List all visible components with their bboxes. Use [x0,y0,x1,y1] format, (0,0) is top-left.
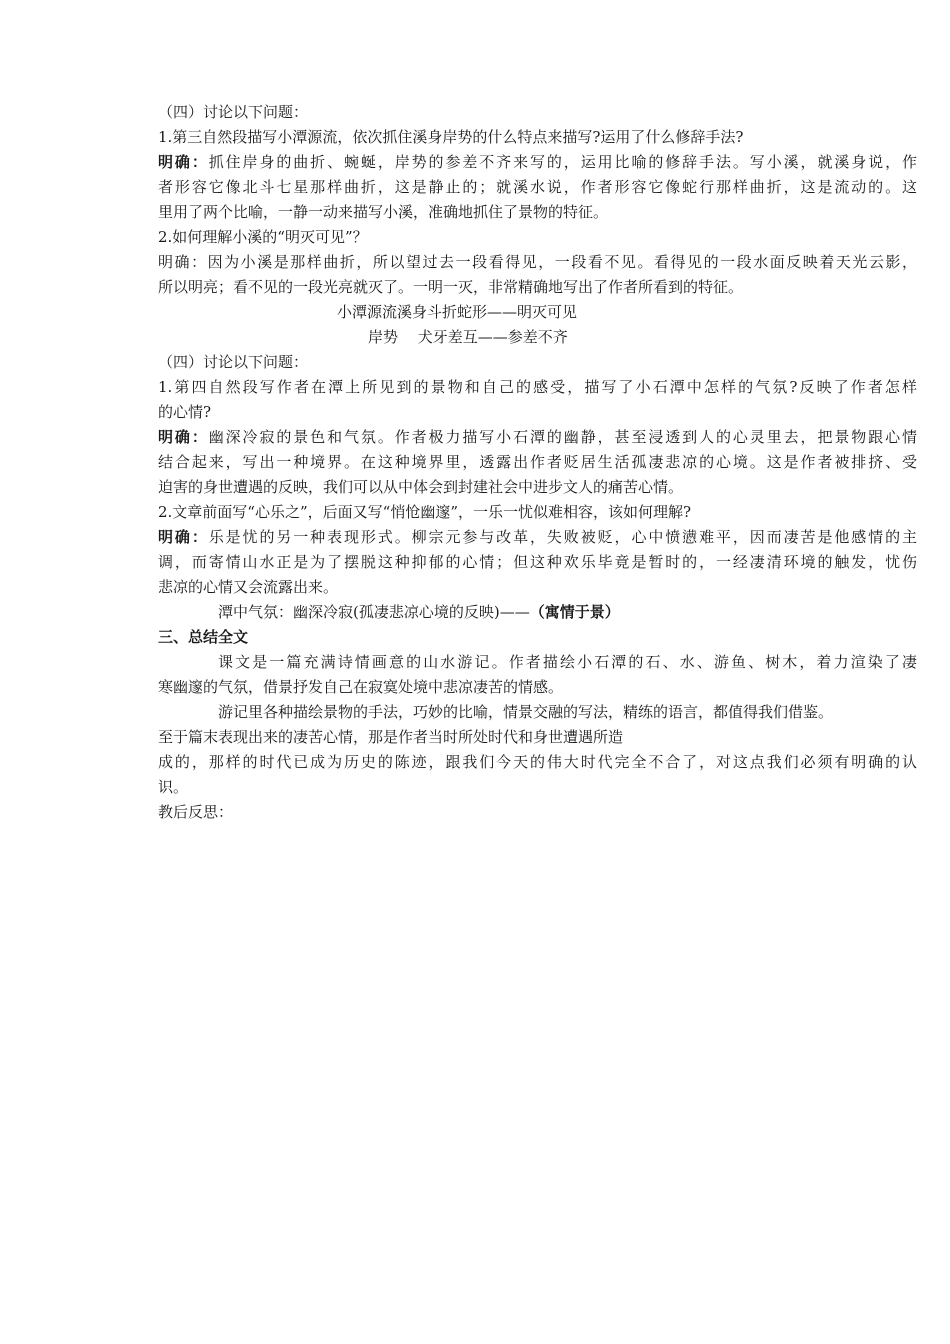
answer-1-line-3: 里用了两个比喻，一静一动来描写小溪，准确地抓住了景物的特征。 [158,203,609,221]
conclusion-line-4: 至于篇末表现出来的凄苦心情，那是作者当时所处时代和身世遭遇所造 [158,728,624,746]
question-3-line-2: 的心情? [158,403,212,421]
answer-3-line-1 [158,427,917,447]
summary-line-1: 小潭源流溪身斗折蛇形——明灭可见 [337,303,578,321]
section-heading-3: 三、总结全文 [158,628,249,646]
question-2: 2.如何理解小溪的“明灭可见”？ [158,228,368,246]
question-1: 1.第三自然段描写小潭源流，依次抓住溪身岸势的什么特点来描写?运用了什么修辞手法? [158,128,744,146]
question-4: 2.文章前面写“心乐之”，后面又写“悄怆幽邃”，一乐一忧似难相容，该如何理解? [158,503,692,521]
answer-3-line-3: 迫害的身世遭遇的反映，我们可以从中体会到封建社会中进步文人的痛苦心情。 [158,478,684,496]
answer-1-line-1 [158,152,917,172]
summary-line-2: 岸势 犬牙差互——参差不齐 [368,328,568,346]
conclusion-line-6: 识。 [158,778,189,796]
answer-label: 明确： [158,153,209,171]
conclusion-line-1: 课文是一篇充满诗情画意的山水游记。作者描绘小石潭的石、水、游鱼、树木，着力渲染了凄 [218,653,917,671]
answer-text: 幽深冷寂的景色和气氛。作者极力描写小石潭的幽静，甚至浸透到人的心灵里去，把景物跟心情 [208,428,917,446]
section-heading-2: （四）讨论以下问题： [158,353,309,371]
answer-3-line-2: 结合起来，写出一种境界。在这种境界里，透露出作者贬居生活孤凄悲凉的心境。这是作者被排挤、受 [158,453,917,471]
conclusion-line-5: 成的，那样的时代已成为历史的陈迹，跟我们今天的伟大时代完全不合了，对这点我们必须有明确的认 [158,753,917,771]
answer-2-line-1: 明确：因为小溪是那样曲折，所以望过去一段看得见，一段看不见。看得见的一段水面反映着天光云影， [158,253,917,271]
summary-line-3 [218,602,620,622]
reflection-heading: 教后反思： [158,803,234,821]
answer-4-line-3: 悲凉的心情又会流露出来。 [158,578,339,596]
answer-text: 乐是忧的另一种表现形式。柳宗元参与改革，失败被贬，心中愤懑难平，因而凄苦是他感情的主 [208,528,917,546]
answer-4-line-2: 调，而寄情山水正是为了摆脱这种抑郁的心情；但这种欢乐毕竟是暂时的，一经凄清环境的触发，忧伤 [158,553,917,571]
summary-text: 潭中气氛：幽深冷寂(孤凄悲凉心境的反映)—— [218,603,530,621]
question-3-line-1: 1.第四自然段写作者在潭上所见到的景物和自己的感受，描写了小石潭中怎样的气氛?反映了作者怎样 [158,378,917,396]
answer-text: 抓住岸身的曲折、蜿蜒，岸势的参差不齐来写的，运用比喻的修辞手法。写小溪，就溪身说，作 [208,153,917,171]
summary-emphasis: （寓情于景） [529,603,620,621]
section-heading: （四）讨论以下问题： [158,103,309,121]
answer-label: 明确： [158,428,209,446]
answer-1-line-2: 者形容它像北斗七星那样曲折，这是静止的；就溪水说，作者形容它像蛇行那样曲折，这是流动的。这 [158,178,917,196]
conclusion-line-2: 寒幽邃的气氛，借景抒发自己在寂寞处境中悲凉凄苦的情感。 [158,678,564,696]
conclusion-line-3: 游记里各种描绘景物的手法，巧妙的比喻，情景交融的写法，精练的语言，都值得我们借鉴。 [218,703,834,721]
answer-2-line-2: 所以明亮；看不见的一段光亮就灭了。一明一灭，非常精确地写出了作者所看到的特征。 [158,278,744,296]
answer-label: 明确： [158,528,209,546]
answer-4-line-1 [158,527,917,547]
